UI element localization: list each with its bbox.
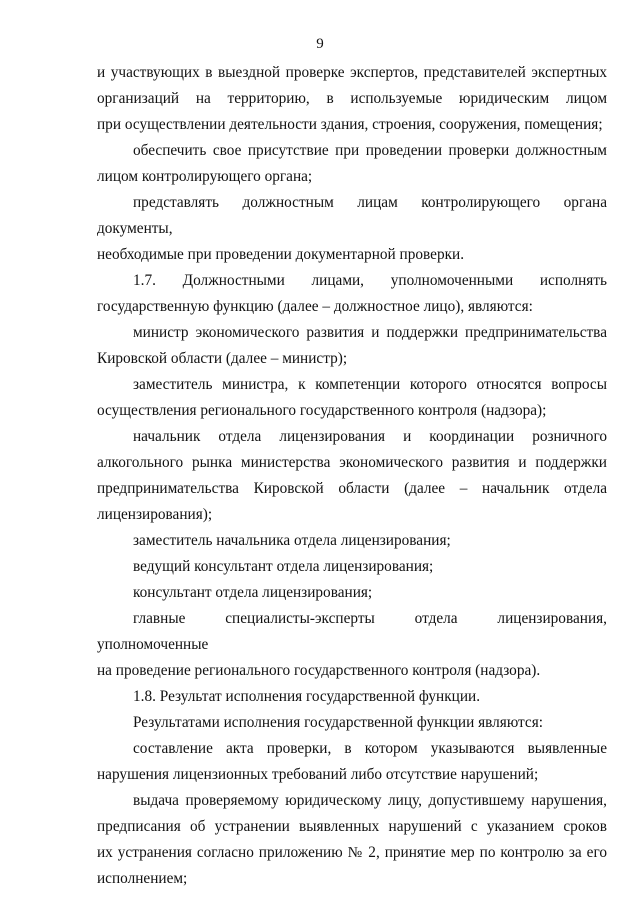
text-line: государственную функцию (далее – должностное лицо), являются: xyxy=(97,298,533,315)
page-number: 9 xyxy=(316,36,324,52)
paragraph xyxy=(97,580,607,606)
paragraph xyxy=(97,320,607,372)
text-line: министр экономического развития и поддержки предпринимательства xyxy=(133,324,607,341)
paragraph xyxy=(97,138,607,190)
text-line: осуществления регионального государственного контроля (надзора); xyxy=(97,402,547,419)
text-line: при осуществлении деятельности здания, строения, сооружения, помещения; xyxy=(97,116,603,133)
text-line: ведущий консультант отдела лицензирования; xyxy=(133,558,434,575)
text-line: 1.8. Результат исполнения государственной функции. xyxy=(133,688,481,705)
text-line: заместитель начальника отдела лицензирования; xyxy=(133,532,451,549)
text-line: необходимые при проведении документарной проверки. xyxy=(97,246,465,263)
paragraph xyxy=(97,268,607,320)
text-line: консультант отдела лицензирования; xyxy=(133,584,373,601)
text-line: организаций на территорию, в используемые юридическим лицом xyxy=(97,90,607,107)
text-line: предпринимательства Кировской области (далее – начальник отдела xyxy=(97,480,607,497)
text-line: обеспечить свое присутствие при проведении проверки должностным xyxy=(133,142,607,159)
paragraph xyxy=(97,424,607,528)
text-line: исполнением; xyxy=(97,870,188,887)
text-line: Результатами исполнения государственной функции являются: xyxy=(133,714,543,731)
text-line: заместитель министра, к компетенции которого относятся вопросы xyxy=(133,376,607,393)
text-line: алкогольного рынка министерства экономического развития и поддержки xyxy=(97,454,607,471)
paragraph xyxy=(97,528,607,554)
paragraph xyxy=(97,710,607,736)
text-line: и участвующих в выездной проверке экспертов, представителей экспертных xyxy=(97,64,607,81)
paragraph xyxy=(97,606,607,684)
document-body xyxy=(97,60,607,892)
text-line: составление акта проверки, в котором указываются выявленные xyxy=(133,740,607,757)
paragraph xyxy=(97,788,607,892)
paragraph xyxy=(97,684,607,710)
text-line: нарушения лицензионных требований либо отсутствие нарушений; xyxy=(97,766,539,783)
text-line: 1.7. Должностными лицами, уполномоченными исполнять xyxy=(133,272,607,289)
text-line: выдача проверяемому юридическому лицу, допустившему нарушения, xyxy=(133,792,607,809)
text-line: представлять должностным лицам контролирующего органа документы, xyxy=(97,194,607,237)
paragraph xyxy=(97,736,607,788)
text-line: предписания об устранении выявленных нарушений с указанием сроков xyxy=(97,818,607,835)
text-line: лицензирования); xyxy=(97,506,213,523)
paragraph xyxy=(97,60,607,138)
text-line: Кировской области (далее – министр); xyxy=(97,350,348,367)
paragraph xyxy=(97,190,607,268)
text-line: лицом контролирующего органа; xyxy=(97,168,313,185)
paragraph xyxy=(97,554,607,580)
text-line: их устранения согласно приложению № 2, принятие мер по контролю за его xyxy=(97,844,607,861)
text-line: начальник отдела лицензирования и координации розничного xyxy=(133,428,607,445)
text-line: главные специалисты-эксперты отдела лицензирования, уполномоченные xyxy=(97,610,607,653)
text-line: на проведение регионального государственного контроля (надзора). xyxy=(97,662,541,679)
paragraph xyxy=(97,372,607,424)
